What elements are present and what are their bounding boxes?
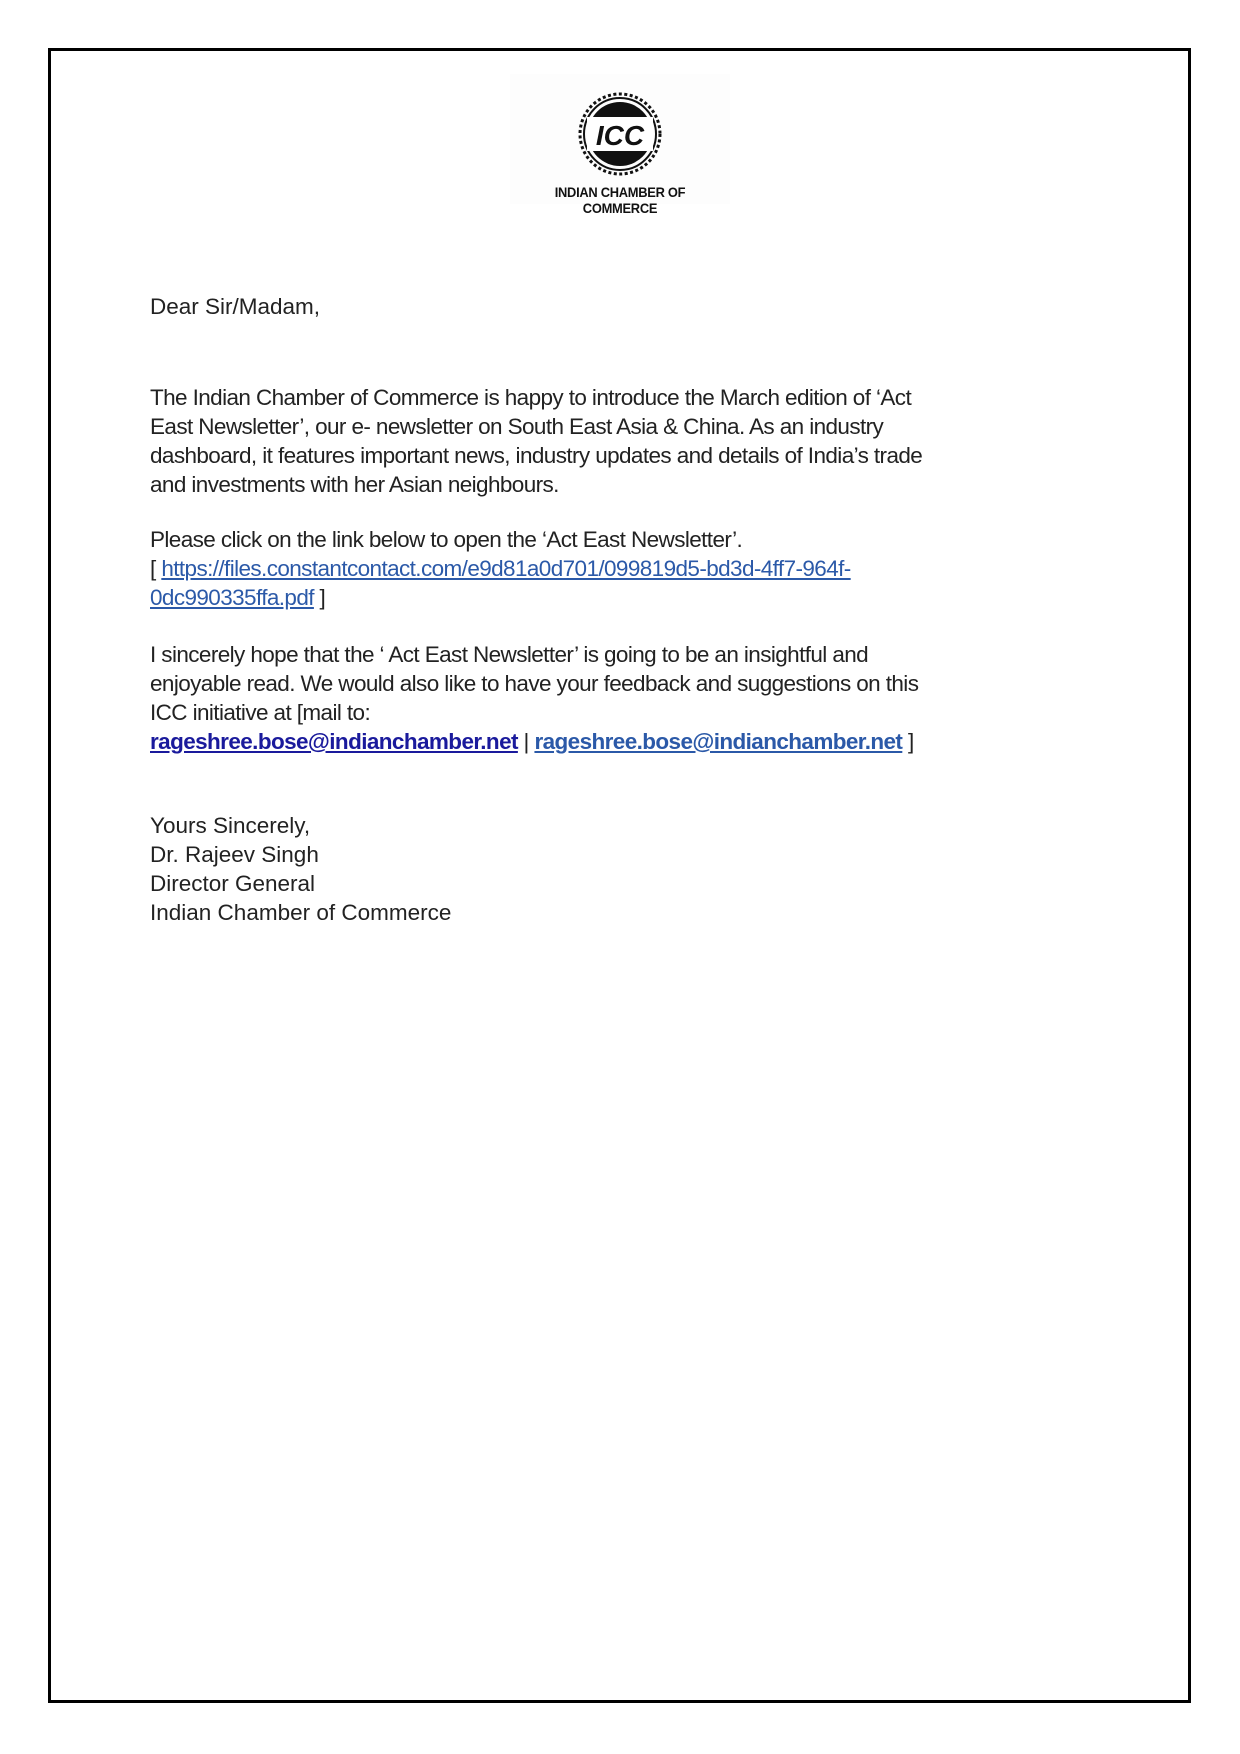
- link-paragraph: [150, 525, 1080, 612]
- email-close-bracket: ]: [902, 729, 914, 754]
- link-line: [150, 583, 1080, 612]
- icc-gear-emblem-icon: [575, 89, 665, 179]
- link-intro: Please click on the link below to open the ‘Act East Newsletter’.: [150, 527, 743, 552]
- feedback-paragraph: [150, 640, 1080, 756]
- salutation: Dear Sir/Madam,: [150, 294, 321, 319]
- newsletter-link[interactable]: https://files.constantcontact.com/e9d81a0d701/099819d5-bd3d-4ff7-964f-: [161, 556, 851, 581]
- email-link-primary[interactable]: rageshree.bose@indianchamber.net: [150, 729, 518, 754]
- closing: Yours Sincerely,: [150, 813, 311, 838]
- email-line: [150, 727, 1080, 756]
- open-bracket: [: [150, 556, 162, 581]
- intro-paragraph: [150, 383, 1080, 499]
- signatory-title: Director General: [150, 871, 316, 896]
- feedback-line: enjoyable read. We would also like to have your feedback and suggestions on this: [150, 671, 919, 696]
- signoff-block: [150, 811, 1080, 927]
- link-line: [150, 554, 1080, 583]
- signatory-name: Dr. Rajeev Singh: [150, 842, 319, 867]
- intro-line: and investments with her Asian neighbours.: [150, 472, 559, 497]
- logo-caption: INDIAN CHAMBER OF COMMERCE: [554, 184, 686, 216]
- feedback-line: I sincerely hope that the ‘ Act East Newsletter’ is going to be an insightful and: [150, 642, 869, 667]
- icc-logo: [510, 74, 730, 216]
- intro-line: East Newsletter’, our e- newsletter on South East Asia & China. As an industry: [150, 414, 884, 439]
- intro-line: The Indian Chamber of Commerce is happy to introduce the March edition of ‘Act: [150, 385, 912, 410]
- close-bracket: ]: [313, 585, 326, 610]
- email-link-secondary[interactable]: rageshree.bose@indianchamber.net: [534, 729, 903, 754]
- newsletter-link-continued[interactable]: 0dc990335ffa.pdf: [150, 585, 314, 610]
- icc-emblem-text: ICC: [595, 120, 645, 151]
- email-separator: |: [517, 729, 535, 754]
- feedback-line: ICC initiative at [mail to:: [150, 700, 371, 725]
- signatory-organization: Indian Chamber of Commerce: [150, 900, 452, 925]
- intro-line: dashboard, it features important news, industry updates and details of India’s trade: [150, 443, 923, 468]
